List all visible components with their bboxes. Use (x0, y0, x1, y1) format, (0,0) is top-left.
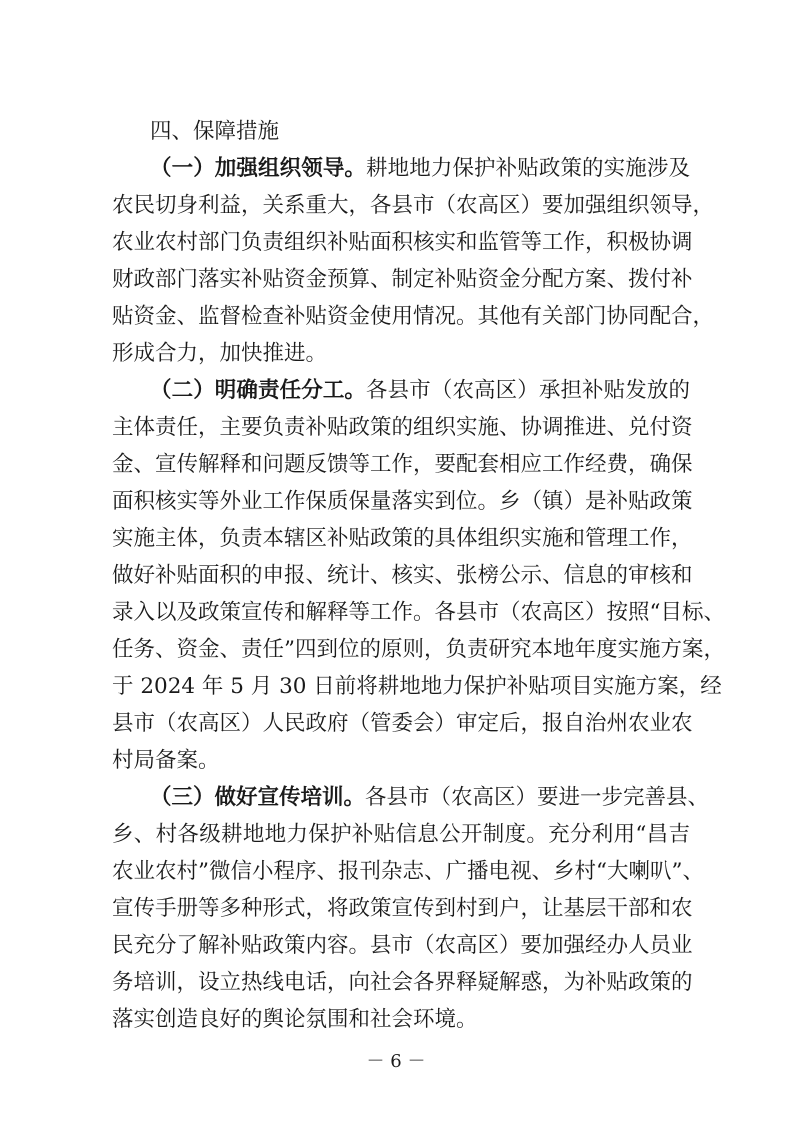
paragraph-3-line-6: 务培训，设立热线电话，向社会各界释疑解惑，为补贴政策的 (112, 970, 693, 995)
paragraph-2-line-5: 实施主体，负责本辖区补贴政策的具体组织实施和管理工作， (112, 526, 693, 551)
paragraph-2-line-6: 做好补贴面积的申报、统计、核实、张榜公示、信息的审核和 (112, 563, 693, 588)
paragraph-1-text: 耕地地力保护补贴政策的实施涉及 (366, 156, 690, 181)
paragraph-1-line-6: 形成合力，加快推进。 (112, 341, 328, 366)
paragraph-3-line-1 (150, 783, 710, 813)
paragraph-3-line-7: 落实创造良好的舆论氛围和社会环境。 (112, 1007, 478, 1032)
paragraph-2-line-7: 录入以及政策宣传和解释等工作。各县市（农高区）按照“目标、 (112, 600, 725, 625)
paragraph-1-line-4: 财政部门落实补贴资金预算、制定补贴资金分配方案、拨付补 (112, 267, 693, 292)
paragraph-2-text: 各县市（农高区）承担补贴发放的 (366, 378, 690, 403)
paragraph-3-line-2: 乡、村各级耕地地力保护补贴信息公开制度。充分利用“昌吉 (112, 822, 690, 847)
paragraph-2-line-9: 于 2024 年 5 月 30 日前将耕地地力保护补贴项目实施方案，经 (112, 674, 722, 699)
paragraph-1-line-3: 农业农村部门负责组织补贴面积核实和监管等工作，积极协调 (112, 230, 693, 255)
paragraph-2-lead: （二）明确责任分工。 (150, 378, 367, 403)
paragraph-3-line-4: 宣传手册等多种形式，将政策宣传到村到户，让基层干部和农 (112, 896, 693, 921)
paragraph-1-line-2: 农民切身利益，关系重大，各县市（农高区）要加强组织领导， (112, 193, 715, 218)
paragraph-2-line-3: 金、宣传解释和问题反馈等工作，要配套相应工作经费，确保 (112, 452, 693, 477)
paragraph-1-line-1 (150, 154, 690, 184)
paragraph-1-lead: （一）加强组织领导。 (150, 156, 367, 181)
page-number: － 6 － (366, 1051, 426, 1072)
paragraph-3-line-5: 民充分了解补贴政策内容。县市（农高区）要加强经办人员业 (112, 933, 693, 958)
paragraph-1-line-5: 贴资金、监督检查补贴资金使用情况。其他有关部门协同配合， (112, 304, 715, 329)
paragraph-2-line-1 (150, 376, 690, 406)
paragraph-3-lead: （三）做好宣传培训。 (150, 785, 366, 810)
paragraph-2-line-4: 面积核实等外业工作保质保量落实到位。乡（镇）是补贴政策 (112, 489, 693, 514)
paragraph-2-line-10: 县市（农高区）人民政府（管委会）审定后，报自治州农业农 (112, 711, 693, 736)
paragraph-3-line-3: 农业农村”微信小程序、报刊杂志、广播电视、乡村“大喇叭”、 (112, 859, 704, 884)
paragraph-2-line-11: 村局备案。 (112, 748, 220, 773)
section-heading: 四、保障措施 (150, 119, 280, 144)
paragraph-2-line-8: 任务、资金、责任”四到位的原则，负责研究本地年度实施方案， (112, 637, 725, 662)
paragraph-3-text: 各县市（农高区）要进一步完善县、 (365, 785, 710, 810)
paragraph-2-line-2: 主体责任，主要负责补贴政策的组织实施、协调推进、兑付资 (112, 415, 693, 440)
